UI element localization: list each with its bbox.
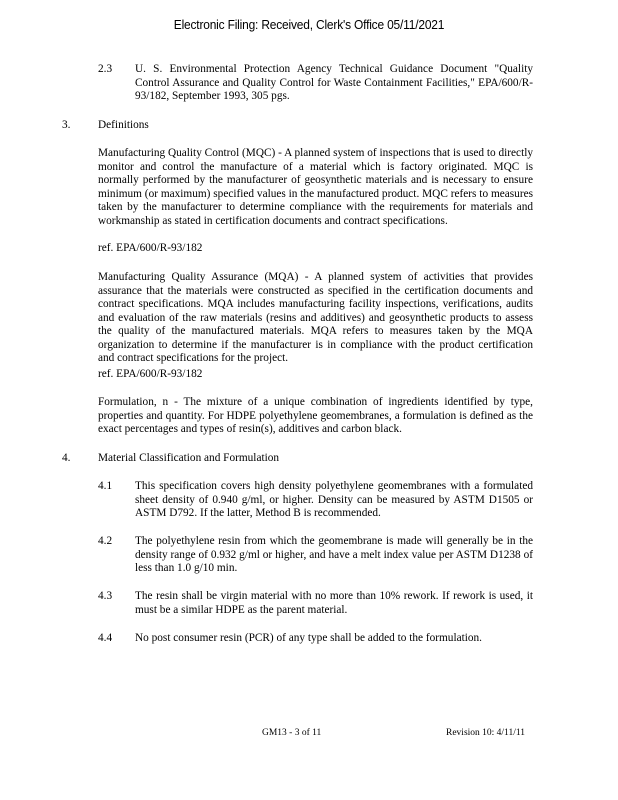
item-4-1-text: This specification covers high density polyethylene geomembranes with a formulated sheet density of 0.940 g/ml, or higher. Density can be measured by ASTM D1505 or ASTM D792. If the latter, Method B is recommended. — [135, 480, 533, 519]
mqa-definition: Manufacturing Quality Assurance (MQA) - A planned system of activities that provides assurance that the materials were constructed as specified in the certification documents and contract specifications. MQA includes manufacturing facility inspections, verifications, audits and evaluation of the raw materials (resins and additives) and geosynthetic products to assess the quality of the manufactured materials. MQA refers to measures taken by the MQA organization to determine if the manufacturer is in compliance with the product certification and contract specifications for the project. — [98, 271, 533, 364]
item-2-3-text: U. S. Environmental Protection Agency Technical Guidance Document "Quality Control Assurance and Quality Control for Waste Containment Facilities," EPA/600/R-93/182, September 1993, 305 pgs. — [135, 63, 533, 102]
item-4-4-number: 4.4 — [98, 632, 113, 644]
item-4-1-number: 4.1 — [98, 480, 113, 492]
item-4-3-number: 4.3 — [98, 590, 113, 602]
section-4-heading: Material Classification and Formulation — [98, 452, 280, 464]
mqc-reference: ref. EPA/600/R-93/182 — [98, 242, 203, 254]
electronic-filing-stamp: Electronic Filing: Received, Clerk's Office 05/11/2021 — [173, 17, 445, 32]
mqc-definition: Manufacturing Quality Control (MQC) - A planned system of inspections that is used to directly monitor and control the manufacture of a material which is factory originated. MQC is normally performed by the manufacturer of geosynthetic materials and is necessary to ensure minimum (or maximum) specified values in the manufactured product. MQC refers to measures taken by the manufacturer to determine compliance with the requirements for materials and workmanship as stated in certification documents and contract specifications. — [98, 147, 533, 227]
section-4-number: 4. — [62, 452, 71, 464]
item-4-2-number: 4.2 — [98, 535, 113, 547]
section-3-heading: Definitions — [98, 119, 149, 131]
footer-revision: Revision 10: 4/11/11 — [446, 728, 525, 738]
item-4-4-text: No post consumer resin (PCR) of any type shall be added to the formulation. — [135, 632, 482, 644]
mqa-reference: ref. EPA/600/R-93/182 — [98, 368, 203, 380]
footer-page-number: GM13 - 3 of 11 — [262, 728, 322, 738]
item-4-2-text: The polyethylene resin from which the geomembrane is made will generally be in the density range of 0.932 g/ml or higher, and have a melt index value per ASTM D1238 of less than 1.0 g/10 min. — [135, 535, 533, 574]
item-4-3-text: The resin shall be virgin material with no more than 10% rework. If rework is used, it must be a similar HDPE as the parent material. — [135, 590, 533, 616]
formulation-definition: Formulation, n - The mixture of a unique combination of ingredients identified by type, properties and quantity. For HDPE polyethylene geomembranes, a formulation is defined as the exact percentages and types of resin(s), additives and carbon black. — [98, 396, 533, 435]
section-3-number: 3. — [62, 119, 71, 131]
item-2-3-number: 2.3 — [98, 63, 113, 75]
